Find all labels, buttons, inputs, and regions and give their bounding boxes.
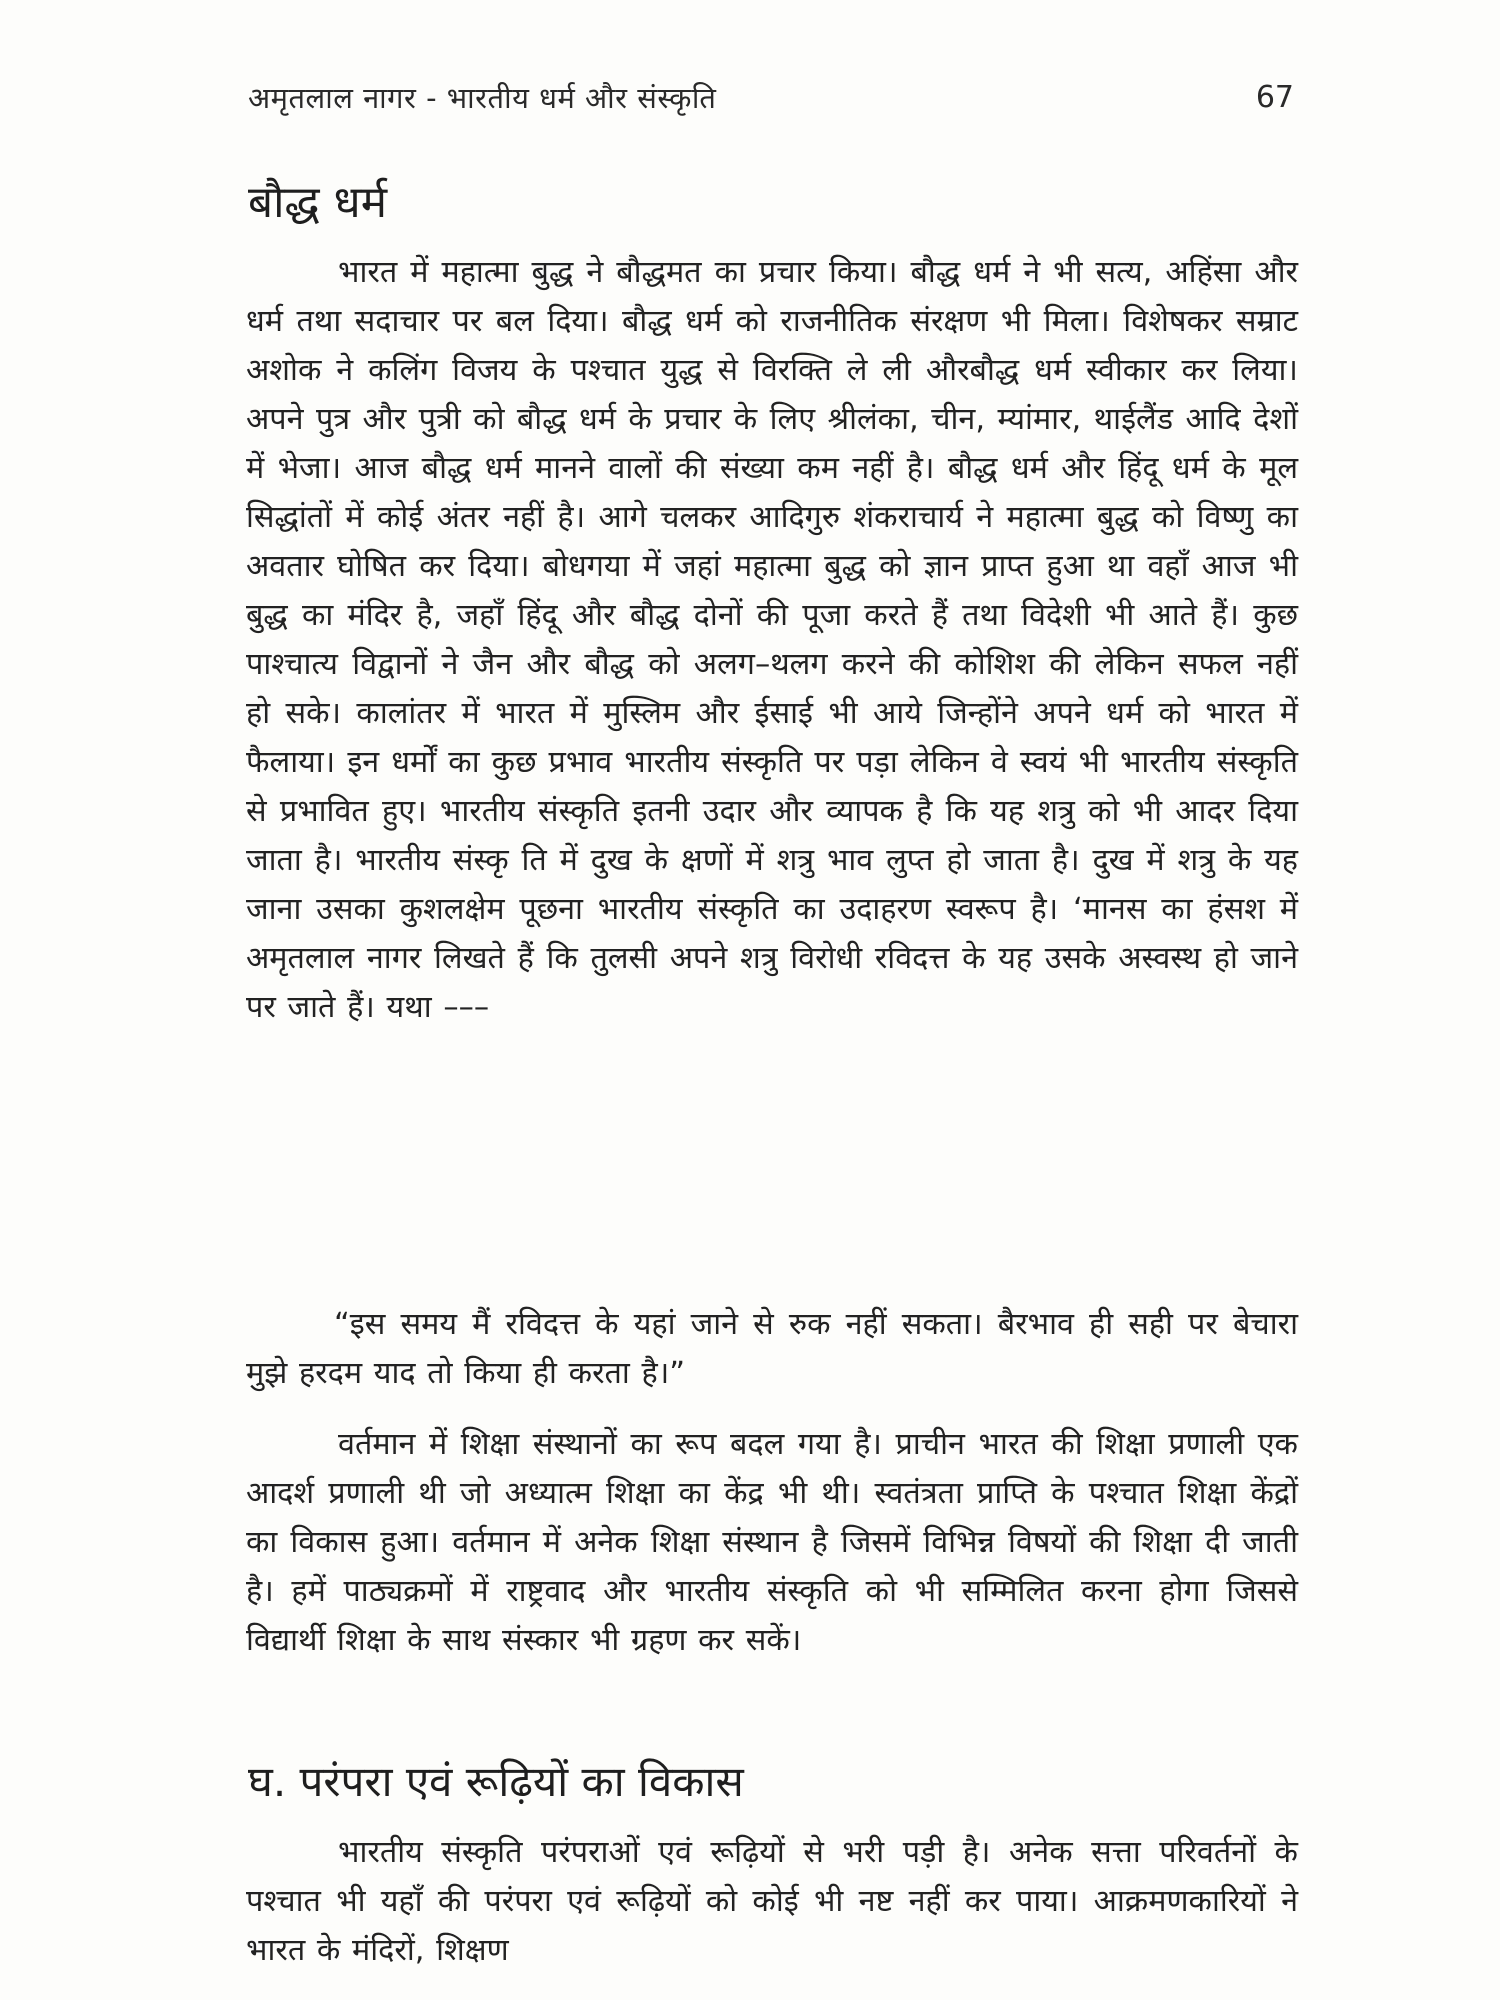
section-heading-buddhism: बौद्ध धर्म [248, 177, 388, 228]
buddhism-paragraph-1: भारत में महात्मा बुद्ध ने बौद्धमत का प्रचार किया। बौद्ध धर्म ने भी सत्य, अहिंसा और धर्म तथा सदाचार पर बल दिया। बौद्ध धर्म को राजनीतिक संरक्षण भी मिला। विशेषकर सम्राट अशोक ने कलिंग विजय के पश्चात युद्ध से विरक्ति ले ली औरबौद्ध धर्म स्वीकार कर लिया। अपने पुत्र और पुत्री को बौद्ध धर्म के प्रचार के लिए श्रीलंका, चीन, म्यांमार, थाईलैंड आदि देशों में भेजा। आज बौद्ध धर्म मानने वालों की संख्या कम नहीं है। बौद्ध धर्म और हिंदू धर्म के मूल सिद्धांतों में कोई अंतर नहीं है। आगे चलकर आदिगुरु शंकराचार्य ने महात्मा बुद्ध को विष्णु का अवतार घोषित कर दिया। बोधगया में जहां महात्मा बुद्ध को ज्ञान प्राप्त हुआ था वहाँ आज भी बुद्ध का मंदिर है, जहाँ हिंदू और बौद्ध दोनों की पूजा करते हैं तथा विदेशी भी आते हैं। कुछ पाश्चात्य विद्वानों ने जैन और बौद्ध को अलग–थलग करने की कोशिश की लेकिन सफल नहीं हो सके। कालांतर में भारत में मुस्लिम और ईसाई भी आये जिन्होंने अपने धर्म को भारत में फैलाया। इन धर्मों का कुछ प्रभाव भारतीय संस्कृति पर पड़ा लेकिन वे स्वयं भी भारतीय संस्कृति से प्रभावित हुए। भारतीय संस्कृति इतनी उदार और व्यापक है कि यह शत्रु को भी आदर दिया जाता है। भारतीय संस्कृ ति में दुख के क्षणों में शत्रु भाव लुप्त हो जाता है। दुख में शत्रु के यह जाना उसका कुशलक्षेम पूछना भारतीय संस्कृति का उदाहरण स्वरूप है। ‘मानस का हंसश में अमृतलाल नागर लिखते हैं कि तुलसी अपने शत्रु विरोधी रविदत्त के यह उसके अस्वस्थ हो जाने पर जाते हैं। यथा ––– [246, 255, 1298, 1025]
running-title: अमृतलाल नागर - भारतीय धर्म और संस्कृति [248, 81, 717, 115]
traditions-paragraph-1: भारतीय संस्कृति परंपराओं एवं रूढ़ियों से भरी पड़ी है। अनेक सत्ता परिवर्तनों के पश्चात भी यहाँ की परंपरा एवं रूढ़ियों को कोई भी नष्ट नहीं कर पाया। आक्रमणकारियों ने भारत के मंदिरों, शिक्षण [246, 1835, 1298, 1968]
section-heading-traditions: घ. परंपरा एवं रूढ़ियों का विकास [248, 1757, 744, 1806]
quote-block: “इस समय मैं रविदत्त के यहां जाने से रुक नहीं सकता। बैरभाव ही सही पर बेचारा मुझे हरदम याद तो किया ही करता है।” [246, 1307, 1298, 1391]
page-number: 67 [1255, 80, 1294, 115]
education-paragraph: वर्तमान में शिक्षा संस्थानों का रूप बदल गया है। प्राचीन भारत की शिक्षा प्रणाली एक आदर्श प्रणाली थी जो अध्यात्म शिक्षा का केंद्र भी थी। स्वतंत्रता प्राप्ति के पश्चात शिक्षा केंद्रों का विकास हुआ। वर्तमान में अनेक शिक्षा संस्थान है जिसमें विभिन्न विषयों की शिक्षा दी जाती है। हमें पाठ्यक्रमों में राष्ट्रवाद और भारतीय संस्कृति को भी सम्मिलित करना होगा जिससे विद्यार्थी शिक्षा के साथ संस्कार भी ग्रहण कर सकें। [246, 1427, 1298, 1658]
